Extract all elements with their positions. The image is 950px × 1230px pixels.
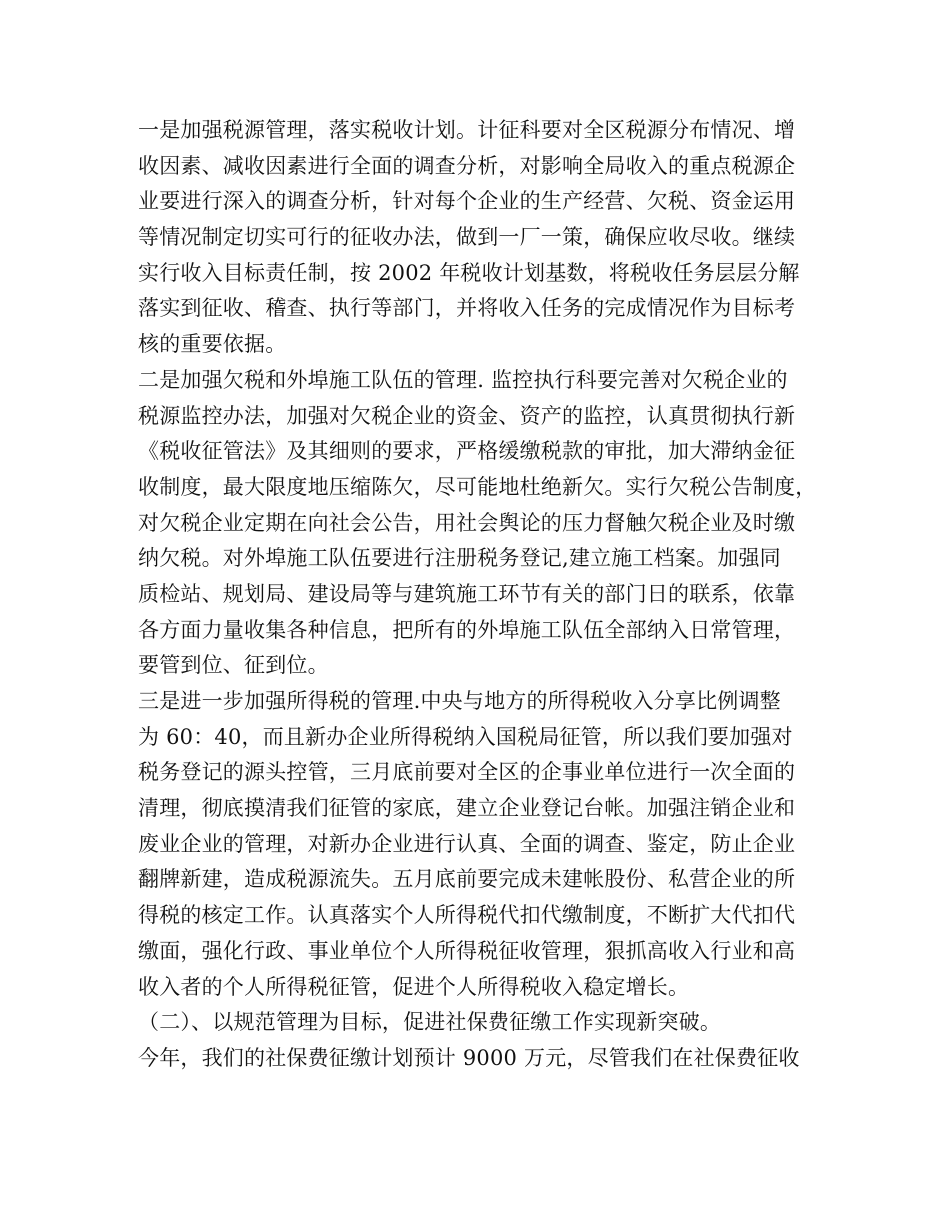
text-line: 得税的核定工作。认真落实个人所得税代扣代缴制度，不断扩大代扣代 bbox=[138, 903, 796, 928]
text-line: 税务登记的源头控管，三月底前要对全区的企事业单位进行一次全面的 bbox=[138, 760, 796, 785]
text-line: 一是加强税源管理，落实税收计划。计征科要对全区税源分布情况、增 bbox=[138, 118, 796, 142]
text-line: 《税收征管法》及其细则的要求，严格缓缴税款的审批，加大滞纳金征 bbox=[138, 439, 796, 464]
text-line: 各方面力量收集各种信息，把所有的外埠施工队伍全部纳入日常管理， bbox=[138, 617, 796, 642]
text-line: 收制度，最大限度地压缩陈欠，尽可能地杜绝新欠。实行欠税公告制度， bbox=[138, 474, 817, 499]
text-line: 落实到征收、稽查、执行等部门，并将收入任务的完成情况作为目标考 bbox=[138, 296, 796, 321]
text-line: 要管到位、征到位。 bbox=[138, 653, 329, 678]
text-line: 质检站、规划局、建设局等与建筑施工环节有关的部门日的联系，依靠 bbox=[138, 581, 796, 606]
text-line: 清理，彻底摸清我们征管的家底，建立企业登记台帐。加强注销企业和 bbox=[138, 796, 796, 821]
body-text bbox=[138, 113, 828, 1077]
text-line: 税源监控办法，加强对欠税企业的资金、资产的监控，认真贯彻执行新 bbox=[138, 403, 796, 428]
text-line: 实行收入目标责任制，按 2002 年税收计划基数，将税收任务层层分解 bbox=[138, 260, 800, 285]
text-line: 对欠税企业定期在向社会公告，用社会舆论的压力督触欠税企业及时缴 bbox=[138, 510, 796, 535]
text-line: （二）、以规范管理为目标，促进社保费征缴工作实现新突破。 bbox=[138, 1010, 722, 1035]
text-line: 三是进一步加强所得税的管理.中央与地方的所得税收入分享比例调整 bbox=[138, 689, 781, 713]
text-line: 为 60：40，而且新办企业所得税纳入国税局征管，所以我们要加强对 bbox=[138, 724, 793, 749]
text-line: 等情况制定切实可行的征收办法，做到一厂一策，确保应收尽收。继续 bbox=[138, 225, 796, 250]
text-line: 今年，我们的社保费征缴计划预计 9000 万元，尽管我们在社保费征收 bbox=[138, 1045, 800, 1070]
text-line: 核的重要依据。 bbox=[138, 332, 287, 357]
text-line: 收因素、减收因素进行全面的调查分析，对影响全局收入的重点税源企 bbox=[138, 153, 796, 178]
text-line: 二是加强欠税和外埠施工队伍的管理. 监控执行科要完善对欠税企业的 bbox=[138, 367, 788, 392]
text-line: 业要进行深入的调查分析，针对每个企业的生产经营、欠税、资金运用 bbox=[138, 189, 796, 214]
text-line: 纳欠税。对外埠施工队伍要进行注册税务登记,建立施工档案。加强同 bbox=[138, 546, 781, 571]
text-line: 翻牌新建，造成税源流失。五月底前要完成未建帐股份、私营企业的所 bbox=[138, 867, 796, 892]
text-line: 缴面，强化行政、事业单位个人所得税征收管理，狠抓高收入行业和高 bbox=[138, 938, 796, 963]
text-line: 收入者的个人所得税征管，促进个人所得税收入稳定增长。 bbox=[138, 974, 690, 999]
text-line: 废业企业的管理，对新办企业进行认真、全面的调查、鉴定，防止企业 bbox=[138, 831, 796, 856]
